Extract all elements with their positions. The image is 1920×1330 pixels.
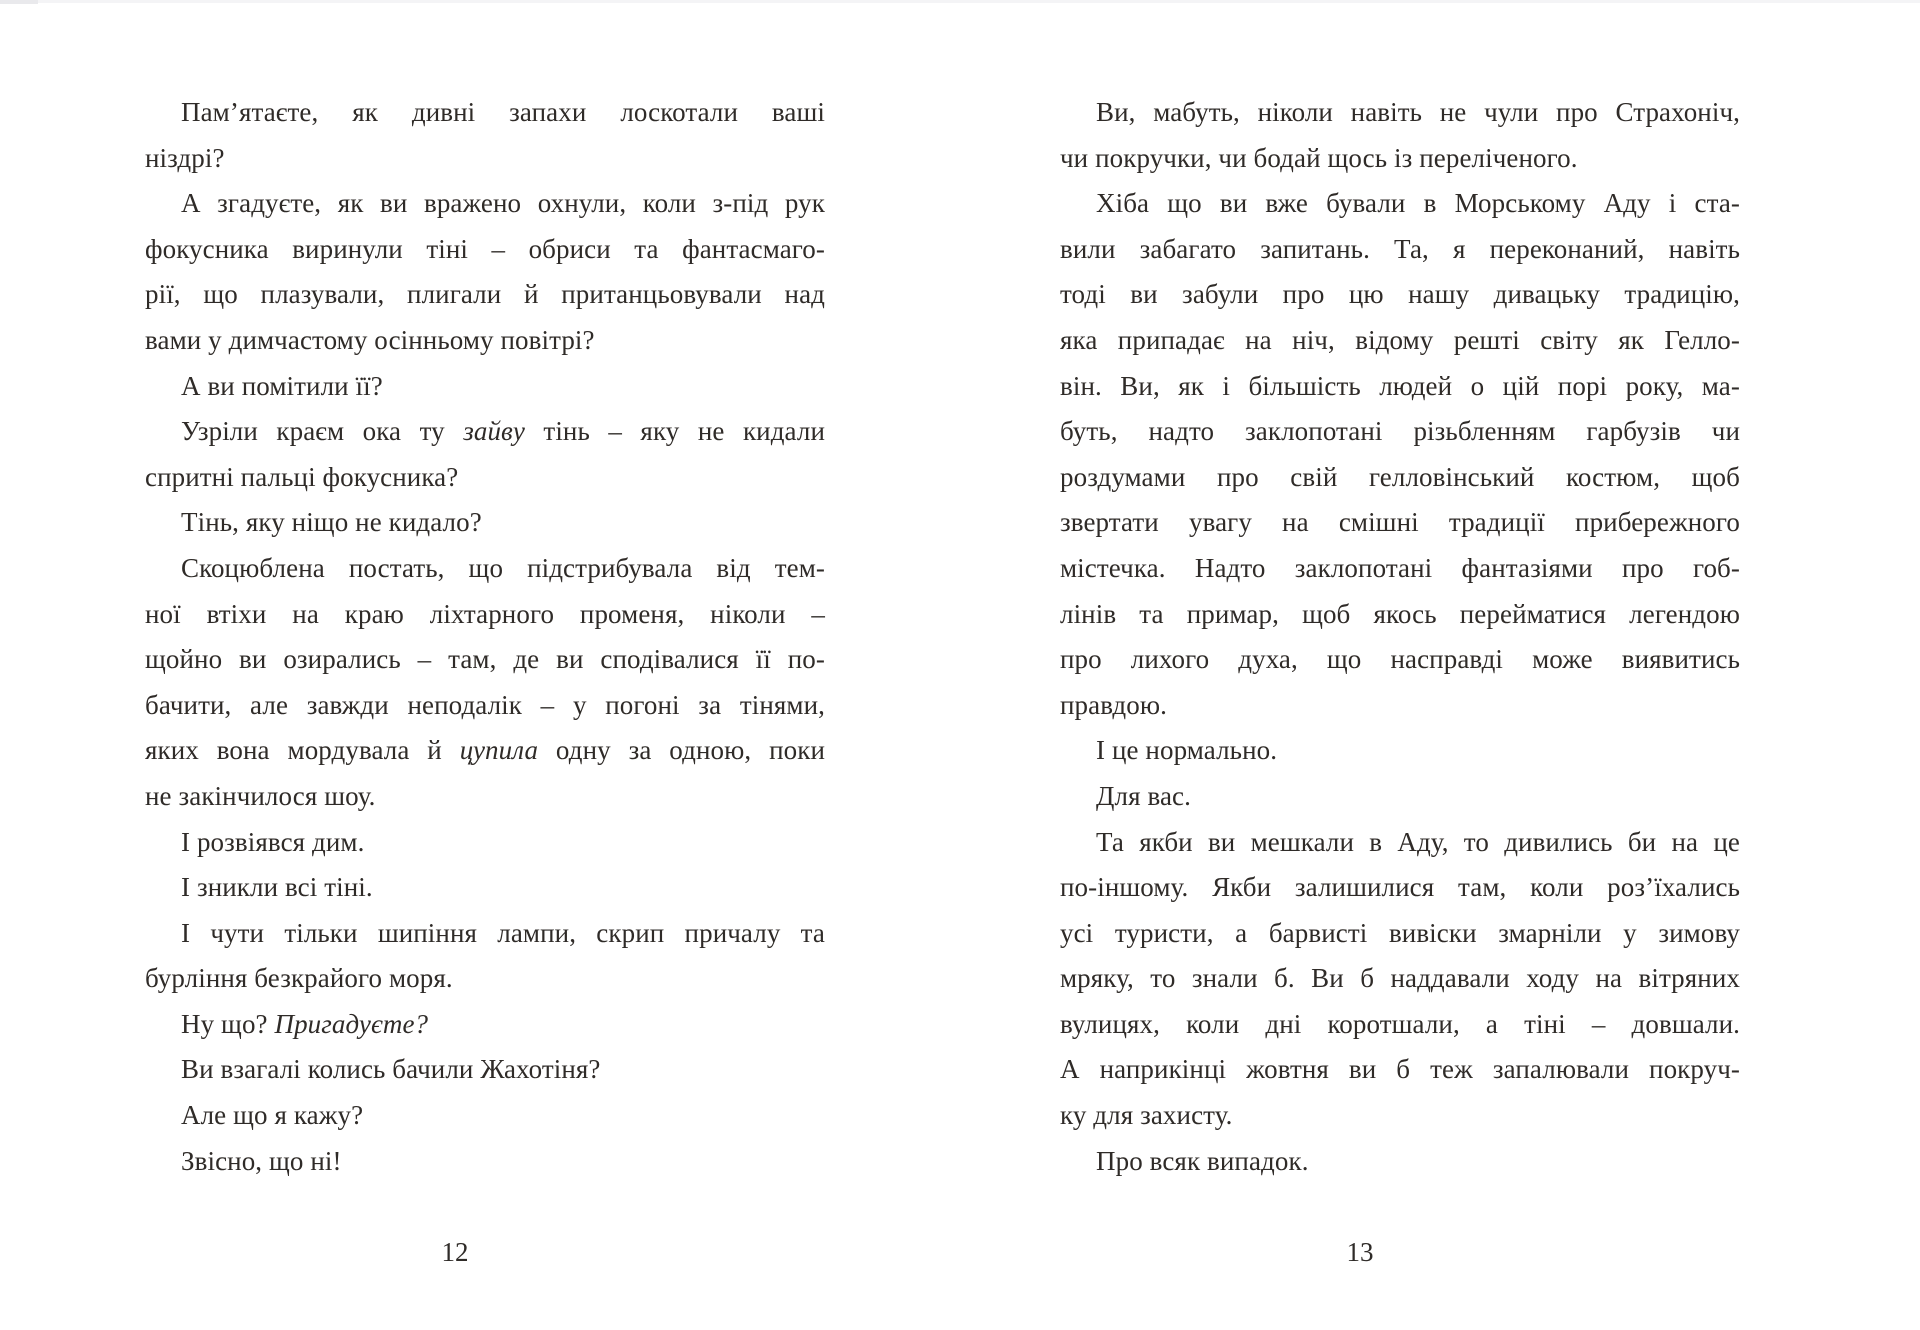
page-number-right: 13 bbox=[1346, 1237, 1374, 1267]
text-segment: А згадуєте, як ви вражено охнули, коли з-під рук bbox=[181, 188, 825, 219]
text-line bbox=[1060, 318, 1740, 364]
text-line bbox=[1060, 1047, 1740, 1093]
text-line bbox=[145, 1139, 825, 1185]
text-line bbox=[145, 637, 825, 683]
text-line bbox=[1060, 455, 1740, 501]
text-line bbox=[1060, 1093, 1740, 1139]
text-line bbox=[1060, 865, 1740, 911]
text-segment: Для вас. bbox=[1096, 780, 1191, 811]
text-line bbox=[1060, 637, 1740, 683]
text-segment: Ви взагалі колись бачили Жахотіня? bbox=[181, 1054, 601, 1085]
text-segment: І розвіявся дим. bbox=[181, 826, 365, 857]
text-segment: про лихого духа, що насправді може виявитись bbox=[1060, 644, 1740, 675]
text-segment: правдою. bbox=[1060, 689, 1167, 720]
page-right-text-block bbox=[1060, 90, 1740, 1184]
text-segment: Тінь, яку ніщо не кидало? bbox=[181, 507, 482, 538]
page-number-left: 12 bbox=[441, 1237, 469, 1267]
text-line bbox=[145, 318, 825, 364]
text-segment: бурління безкрайого моря. bbox=[145, 963, 453, 994]
text-segment: І це нормально. bbox=[1096, 735, 1278, 766]
text-line bbox=[145, 181, 825, 227]
viewer-top-edge bbox=[0, 0, 1920, 3]
text-line bbox=[145, 820, 825, 866]
text-line bbox=[1060, 911, 1740, 957]
text-line bbox=[1060, 956, 1740, 1002]
text-line bbox=[145, 272, 825, 318]
text-segment: фокусника виринули тіні – обриси та фантасмаго- bbox=[145, 233, 825, 264]
text-line bbox=[145, 774, 825, 820]
text-line bbox=[1060, 227, 1740, 273]
text-line bbox=[1060, 546, 1740, 592]
viewer-top-edge-corner bbox=[0, 0, 38, 4]
text-line bbox=[145, 227, 825, 273]
text-line bbox=[1060, 409, 1740, 455]
text-segment: вами у димчастому осінньому повітрі? bbox=[145, 324, 595, 355]
text-line bbox=[145, 956, 825, 1002]
text-segment: мряку, то знали б. Ви б наддавали ходу на вітряних bbox=[1060, 963, 1740, 994]
text-line bbox=[1060, 181, 1740, 227]
text-segment: Про всяк випадок. bbox=[1096, 1145, 1309, 1176]
text-line bbox=[145, 1047, 825, 1093]
text-line bbox=[145, 1093, 825, 1139]
text-segment: А ви помітили її? bbox=[181, 370, 383, 401]
text-segment: ної втіхи на краю ліхтарного променя, ніколи – bbox=[145, 598, 825, 629]
text-line bbox=[1060, 90, 1740, 136]
text-line bbox=[145, 455, 825, 501]
page-left-text-block bbox=[145, 90, 825, 1184]
text-line bbox=[1060, 136, 1740, 182]
text-segment: одну за одною, поки bbox=[538, 735, 826, 766]
text-segment: звертати увагу на смішні традиції прибережного bbox=[1060, 507, 1740, 538]
text-segment: ку для захисту. bbox=[1060, 1100, 1233, 1131]
text-segment: Ну що? bbox=[181, 1008, 275, 1039]
text-line bbox=[145, 911, 825, 957]
text-segment: він. Ви, як і більшість людей о цій порі року, ма- bbox=[1060, 370, 1740, 401]
text-line bbox=[145, 1002, 825, 1048]
text-line bbox=[1060, 500, 1740, 546]
text-segment: чи покручки, чи бодай щось із переліченого. bbox=[1060, 142, 1578, 173]
text-line bbox=[145, 409, 825, 455]
text-segment: буть, надто заклопотані різьбленням гарбузів чи bbox=[1060, 416, 1740, 447]
text-segment: спритні пальці фокусника? bbox=[145, 461, 459, 492]
text-segment: Узріли краєм ока ту bbox=[181, 416, 464, 447]
text-segment: тоді ви забули про цю нашу дивацьку традицію, bbox=[1060, 279, 1740, 310]
text-segment: І зникли всі тіні. bbox=[181, 872, 373, 903]
text-line bbox=[145, 683, 825, 729]
text-line bbox=[145, 865, 825, 911]
text-segment: бачити, але завжди неподалік – у погоні за тінями, bbox=[145, 689, 825, 720]
text-segment: яких вона мордувала й bbox=[145, 735, 460, 766]
text-segment: Хіба що ви вже бували в Морському Аду і ста- bbox=[1096, 188, 1740, 219]
text-line bbox=[1060, 774, 1740, 820]
text-line bbox=[145, 364, 825, 410]
text-segment: Але що я кажу? bbox=[181, 1100, 364, 1131]
text-segment: ніздрі? bbox=[145, 142, 225, 173]
text-line bbox=[1060, 364, 1740, 410]
text-line bbox=[1060, 728, 1740, 774]
italic-text-segment: цупила bbox=[459, 735, 539, 766]
text-segment: яка припадає на ніч, відому решті світу як Гелло- bbox=[1060, 324, 1740, 355]
text-segment: лінів та примар, щоб якось перейматися легендою bbox=[1060, 598, 1740, 629]
text-segment: тінь – яку не кидали bbox=[524, 416, 825, 447]
text-segment: щойно ви озирались – там, де ви сподівалися її по- bbox=[145, 644, 825, 675]
text-line bbox=[1060, 1139, 1740, 1185]
text-segment: Ви, мабуть, ніколи навіть не чули про Страхоніч, bbox=[1096, 97, 1740, 127]
text-segment: роздумами про свій гелловінський костюм, щоб bbox=[1060, 461, 1740, 492]
text-segment: А наприкінці жовтня ви б теж запалювали покруч- bbox=[1060, 1054, 1740, 1085]
text-line bbox=[145, 728, 825, 774]
text-segment: вулицях, коли дні коротшали, а тіні – довшали. bbox=[1060, 1008, 1740, 1039]
text-segment: рії, що плазували, плигали й пританцьовували над bbox=[145, 279, 825, 310]
text-line bbox=[1060, 1002, 1740, 1048]
text-segment: Та якби ви мешкали в Аду, то дивились би на це bbox=[1096, 826, 1740, 857]
text-line bbox=[1060, 272, 1740, 318]
text-line bbox=[1060, 683, 1740, 729]
text-segment: І чути тільки шипіння лампи, скрип причалу та bbox=[181, 917, 825, 948]
text-line bbox=[1060, 592, 1740, 638]
text-segment: не закінчилося шоу. bbox=[145, 780, 376, 811]
text-line bbox=[145, 500, 825, 546]
text-segment: Пам’ятаєте, як дивні запахи лоскотали ваші bbox=[181, 97, 825, 127]
text-segment: вили забагато запитань. Та, я переконаний, навіть bbox=[1060, 233, 1740, 264]
text-segment: Скоцюблена постать, що підстрибувала від тем- bbox=[181, 552, 825, 583]
italic-text-segment: зайву bbox=[463, 416, 525, 447]
italic-text-segment: Пригадуєте? bbox=[274, 1008, 429, 1039]
text-line bbox=[145, 136, 825, 182]
text-line bbox=[145, 546, 825, 592]
text-line bbox=[145, 592, 825, 638]
text-line bbox=[145, 90, 825, 136]
text-segment: містечка. Надто заклопотані фантазіями про гоб- bbox=[1060, 552, 1740, 583]
text-segment: усі туристи, а барвисті вивіски змарніли у зимову bbox=[1060, 917, 1740, 948]
text-segment: Звісно, що ні! bbox=[181, 1145, 342, 1176]
text-segment: по-іншому. Якби залишилися там, коли роз’їхались bbox=[1060, 872, 1740, 903]
text-line bbox=[1060, 820, 1740, 866]
